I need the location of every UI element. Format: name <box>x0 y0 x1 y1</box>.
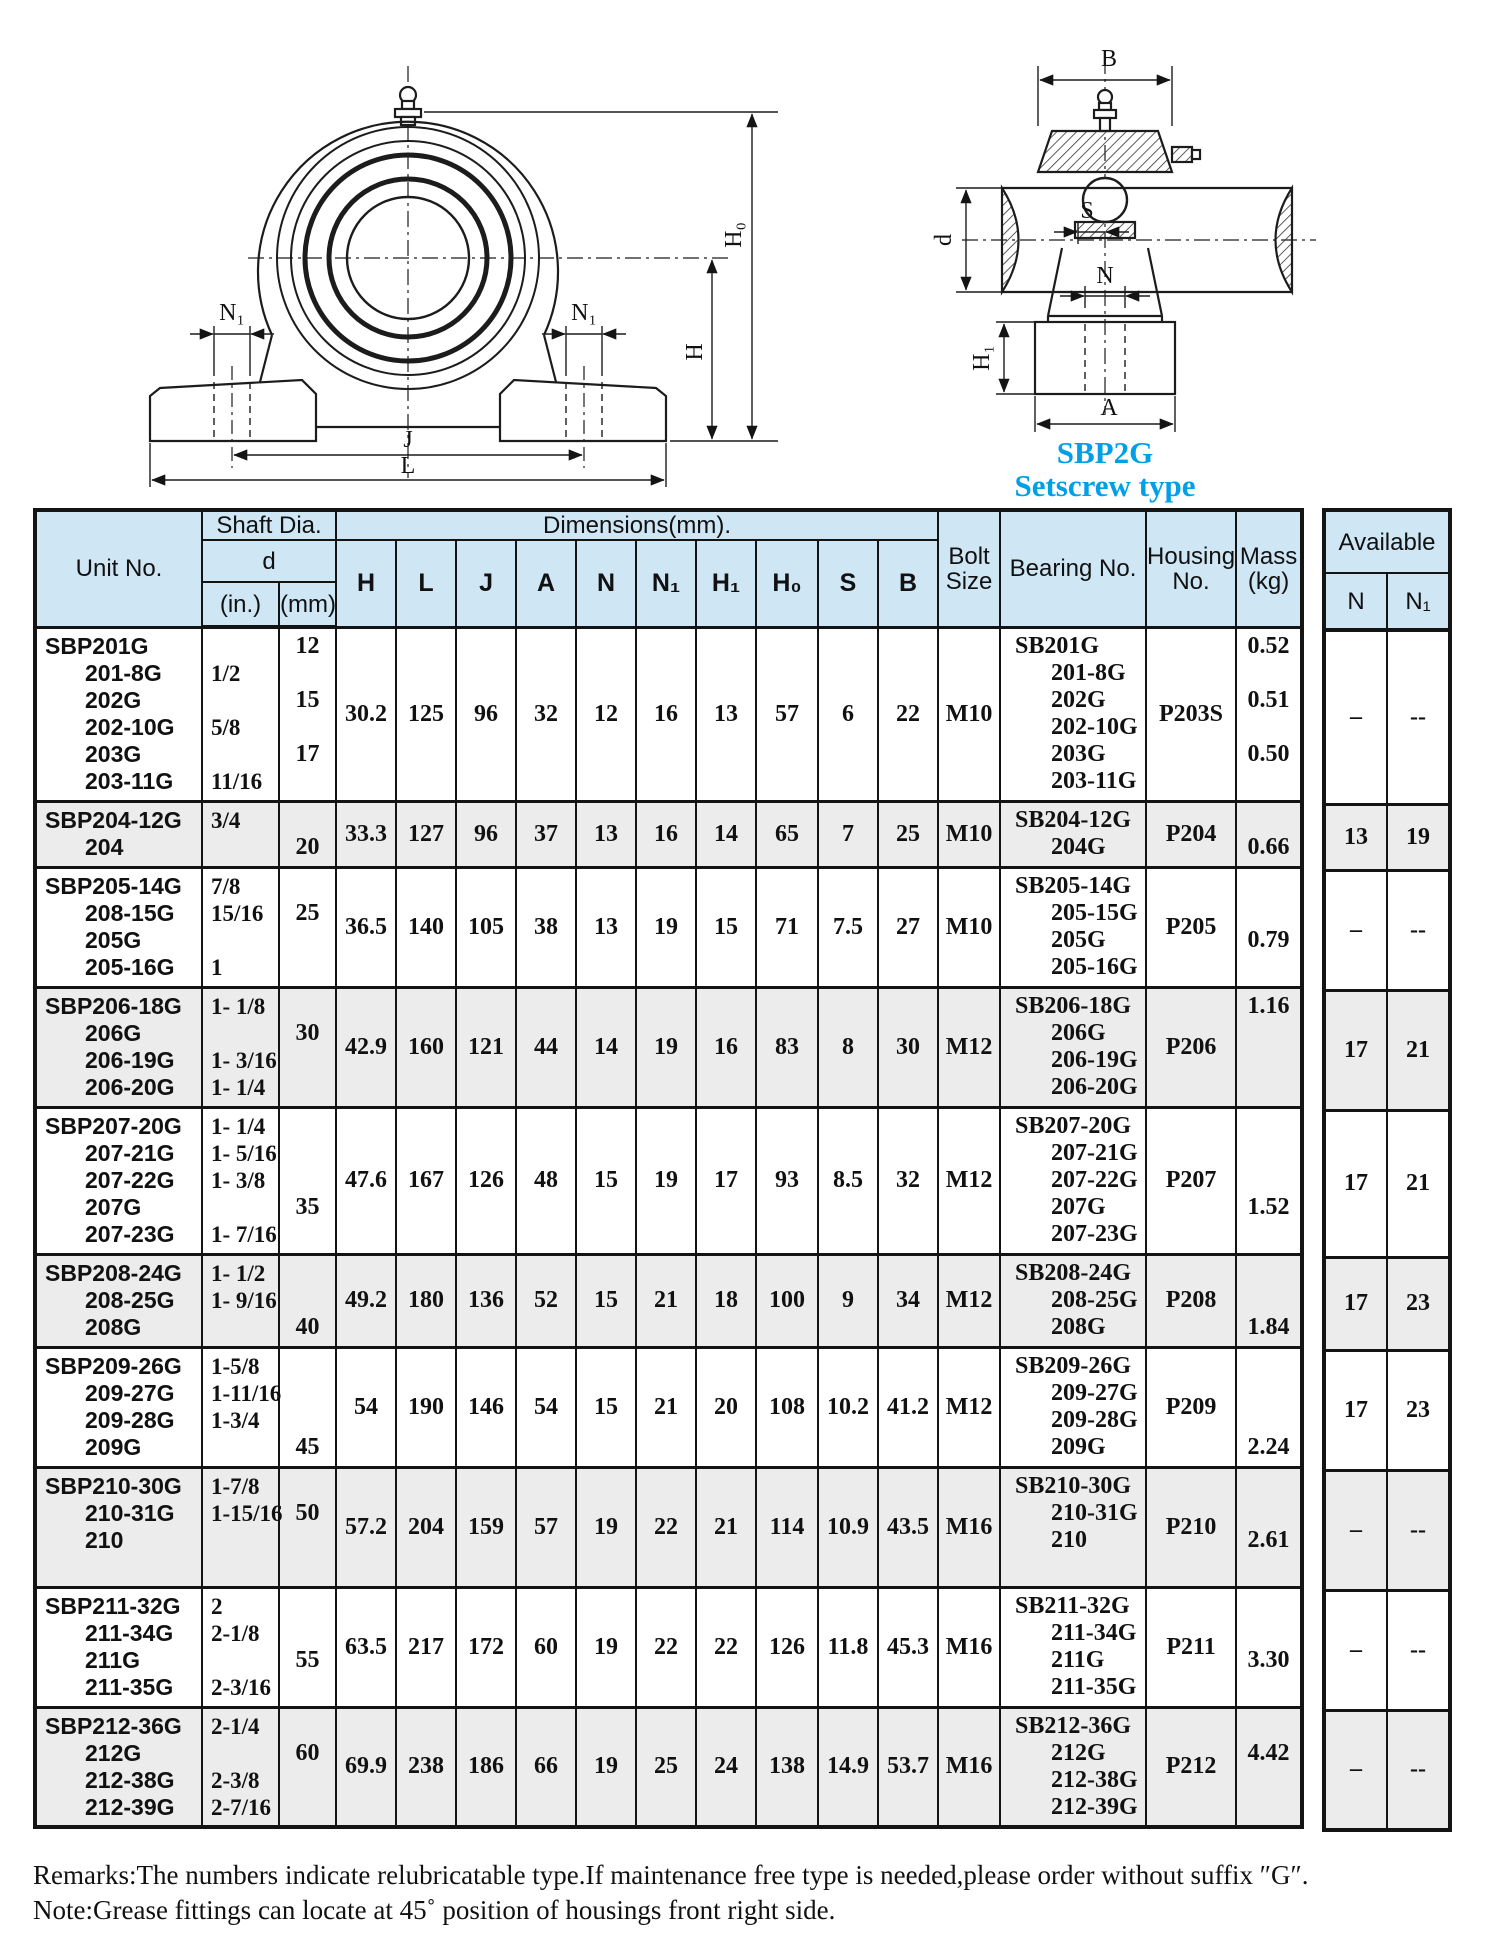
cell-dim-7: 100 <box>756 1254 818 1347</box>
cell-shaft-dia-in: 1- 1/2 1- 9/16 <box>202 1254 279 1347</box>
cell-mass: 4.42 <box>1236 1707 1302 1827</box>
cell-dim-2: 136 <box>456 1254 516 1347</box>
header-available-n: N <box>1324 573 1387 630</box>
cell-dim-1: 238 <box>396 1707 456 1827</box>
cell-bolt-size: M16 <box>938 1707 1000 1827</box>
cell-dim-4: 19 <box>576 1587 636 1707</box>
table-row <box>35 627 1302 801</box>
cell-mass: 1.52 <box>1236 1107 1302 1254</box>
main-table <box>33 508 1304 1829</box>
cell-dim-7: 126 <box>756 1587 818 1707</box>
cell-dim-1: 217 <box>396 1587 456 1707</box>
cell-dim-0: 49.2 <box>336 1254 396 1347</box>
table-row <box>35 1254 1302 1347</box>
cell-shaft-dia-mm: 25 <box>279 867 336 987</box>
cell-dim-9: 30 <box>878 987 938 1107</box>
cell-available-n: 17 <box>1324 1257 1387 1350</box>
grease-nipple-side <box>1094 90 1116 131</box>
table-row <box>35 1707 1302 1827</box>
cell-shaft-dia-mm: 20 <box>279 801 336 867</box>
side-view <box>931 46 1316 503</box>
dim-h1 <box>996 322 1035 394</box>
available-table <box>1322 508 1452 1832</box>
cell-housing-no: P209 <box>1146 1347 1236 1467</box>
cell-dim-6: 13 <box>696 627 756 801</box>
header-available: Available <box>1324 510 1450 573</box>
cell-dim-7: 93 <box>756 1107 818 1254</box>
header-dim-h1: H₁ <box>696 540 756 627</box>
cell-dim-9: 43.5 <box>878 1467 938 1587</box>
cell-dim-8: 8 <box>818 987 878 1107</box>
cell-shaft-dia-mm: 40 <box>279 1254 336 1347</box>
header-dim-n1: N₁ <box>636 540 696 627</box>
cell-mass: 3.30 <box>1236 1587 1302 1707</box>
label-l: L <box>400 453 416 479</box>
table-row <box>35 867 1302 987</box>
header-housing-no: Housing No. <box>1146 510 1236 627</box>
drawing-area <box>0 0 1497 505</box>
header-dim-s: S <box>818 540 878 627</box>
cell-dim-2: 121 <box>456 987 516 1107</box>
header-shaft-dia: Shaft Dia. <box>202 510 336 540</box>
cell-shaft-dia-in: 2 2-1/8 2-3/16 <box>202 1587 279 1707</box>
cell-housing-no: P204 <box>1146 801 1236 867</box>
cell-unit-no: SBP204-12G 204 <box>35 801 202 867</box>
cell-dim-0: 63.5 <box>336 1587 396 1707</box>
cell-dim-0: 30.2 <box>336 627 396 801</box>
cell-dim-8: 7 <box>818 801 878 867</box>
cell-dim-5: 19 <box>636 1107 696 1254</box>
cell-housing-no: P211 <box>1146 1587 1236 1707</box>
label-n1-right: N₁ <box>571 300 597 326</box>
front-view <box>150 66 778 487</box>
cell-available-n1: -- <box>1387 1710 1450 1830</box>
table-row <box>35 987 1302 1107</box>
cell-bolt-size: M16 <box>938 1467 1000 1587</box>
cell-unit-no: SBP205-14G 208-15G 205G 205-16G <box>35 867 202 987</box>
spec-table-zone <box>33 508 1452 1832</box>
cell-dim-1: 125 <box>396 627 456 801</box>
header-bolt-size: Bolt Size <box>938 510 1000 627</box>
cell-shaft-dia-in: 1/2 5/8 11/16 <box>202 627 279 801</box>
label-n: N <box>1096 263 1114 289</box>
header-unit-no: Unit No. <box>35 510 202 627</box>
label-j: J <box>403 427 413 453</box>
cell-shaft-dia-in: 1- 1/4 1- 5/16 1- 3/8 1- 7/16 <box>202 1107 279 1254</box>
cell-shaft-dia-in: 3/4 <box>202 801 279 867</box>
cell-dim-3: 66 <box>516 1707 576 1827</box>
cell-available-n: – <box>1324 870 1387 990</box>
available-row <box>1324 1350 1450 1470</box>
header-dim-h: H <box>336 540 396 627</box>
cell-dim-5: 21 <box>636 1254 696 1347</box>
cell-dim-2: 186 <box>456 1707 516 1827</box>
cell-dim-8: 10.9 <box>818 1467 878 1587</box>
available-row <box>1324 1710 1450 1830</box>
label-b: B <box>1100 46 1118 72</box>
cell-dim-4: 15 <box>576 1107 636 1254</box>
cell-dim-1: 190 <box>396 1347 456 1467</box>
cell-shaft-dia-mm: 50 <box>279 1467 336 1587</box>
avail-table-body <box>1324 630 1450 1830</box>
cell-bolt-size: M16 <box>938 1587 1000 1707</box>
grease-nipple-front <box>395 87 421 125</box>
cell-unit-no: SBP209-26G 209-27G 209-28G 209G <box>35 1347 202 1467</box>
cell-dim-3: 44 <box>516 987 576 1107</box>
cell-dim-9: 45.3 <box>878 1587 938 1707</box>
cell-available-n1: 23 <box>1387 1257 1450 1350</box>
cell-dim-8: 7.5 <box>818 867 878 987</box>
cell-dim-6: 15 <box>696 867 756 987</box>
label-d: d <box>931 234 957 246</box>
cell-shaft-dia-mm: 35 <box>279 1107 336 1254</box>
cell-dim-6: 17 <box>696 1107 756 1254</box>
cell-dim-8: 6 <box>818 627 878 801</box>
available-row <box>1324 1590 1450 1710</box>
cell-available-n: 17 <box>1324 990 1387 1110</box>
label-h: H <box>682 343 708 361</box>
header-dim-n: N <box>576 540 636 627</box>
label-n1-left: N₁ <box>219 300 245 326</box>
table-row <box>35 1347 1302 1467</box>
cell-housing-no: P206 <box>1146 987 1236 1107</box>
available-row <box>1324 804 1450 870</box>
cell-dim-4: 19 <box>576 1467 636 1587</box>
header-mm: (mm) <box>279 582 336 627</box>
cell-dim-4: 19 <box>576 1707 636 1827</box>
cell-dim-8: 8.5 <box>818 1107 878 1254</box>
header-available-n1: N₁ <box>1387 573 1450 630</box>
cell-housing-no: P208 <box>1146 1254 1236 1347</box>
cell-dim-0: 54 <box>336 1347 396 1467</box>
note-text: Note:Grease fittings can locate at 45˚ position of housings front right side. <box>33 1895 836 1925</box>
cell-shaft-dia-in: 1-7/8 1-15/16 <box>202 1467 279 1587</box>
cell-bolt-size: M12 <box>938 1254 1000 1347</box>
cell-mass: 0.66 <box>1236 801 1302 867</box>
cell-dim-1: 204 <box>396 1467 456 1587</box>
cell-available-n1: 21 <box>1387 1110 1450 1257</box>
cell-dim-2: 96 <box>456 627 516 801</box>
cell-available-n: – <box>1324 1710 1387 1830</box>
cell-dim-1: 140 <box>396 867 456 987</box>
cell-dim-6: 22 <box>696 1587 756 1707</box>
cell-available-n1: 23 <box>1387 1350 1450 1470</box>
cell-shaft-dia-mm: 60 <box>279 1707 336 1827</box>
cell-available-n: – <box>1324 1470 1387 1590</box>
cell-dim-6: 24 <box>696 1707 756 1827</box>
cell-bearing-no: SB210-30G 210-31G 210 <box>1000 1467 1146 1587</box>
cell-shaft-dia-mm: 30 <box>279 987 336 1107</box>
cell-housing-no: P212 <box>1146 1707 1236 1827</box>
header-d: d <box>202 540 336 582</box>
cell-mass: 1.84 <box>1236 1254 1302 1347</box>
cell-housing-no: P210 <box>1146 1467 1236 1587</box>
cell-dim-6: 16 <box>696 987 756 1107</box>
cell-bearing-no: SB201G 201-8G 202G 202-10G 203G 203-11G <box>1000 627 1146 801</box>
cell-mass: 2.61 <box>1236 1467 1302 1587</box>
cell-dim-1: 127 <box>396 801 456 867</box>
available-row <box>1324 630 1450 804</box>
cell-dim-7: 108 <box>756 1347 818 1467</box>
cell-bearing-no: SB209-26G 209-27G 209-28G 209G <box>1000 1347 1146 1467</box>
label-a: A <box>1100 395 1118 421</box>
available-row <box>1324 1257 1450 1350</box>
label-s: S <box>1080 198 1094 224</box>
cell-dim-3: 37 <box>516 801 576 867</box>
cell-dim-5: 21 <box>636 1347 696 1467</box>
cell-housing-no: P203S <box>1146 627 1236 801</box>
cell-dim-8: 9 <box>818 1254 878 1347</box>
cell-available-n1: 19 <box>1387 804 1450 870</box>
cell-available-n1: -- <box>1387 630 1450 804</box>
main-table-body <box>35 627 1302 1827</box>
cell-mass: 0.79 <box>1236 867 1302 987</box>
cell-dim-1: 180 <box>396 1254 456 1347</box>
cell-available-n: 17 <box>1324 1110 1387 1257</box>
cell-available-n1: -- <box>1387 1590 1450 1710</box>
cell-dim-5: 19 <box>636 987 696 1107</box>
cell-dim-4: 13 <box>576 867 636 987</box>
cell-dim-6: 18 <box>696 1254 756 1347</box>
available-row <box>1324 990 1450 1110</box>
cell-unit-no: SBP206-18G 206G 206-19G 206-20G <box>35 987 202 1107</box>
header-dim-l: L <box>396 540 456 627</box>
cell-housing-no: P205 <box>1146 867 1236 987</box>
cell-bearing-no: SB204-12G 204G <box>1000 801 1146 867</box>
cell-dim-3: 32 <box>516 627 576 801</box>
header-mass: Mass (kg) <box>1236 510 1302 627</box>
cell-bolt-size: M10 <box>938 867 1000 987</box>
cell-dim-2: 146 <box>456 1347 516 1467</box>
table-row <box>35 1107 1302 1254</box>
cell-dim-6: 20 <box>696 1347 756 1467</box>
cell-dim-6: 21 <box>696 1467 756 1587</box>
cell-dim-9: 22 <box>878 627 938 801</box>
cell-unit-no: SBP210-30G 210-31G 210 <box>35 1467 202 1587</box>
header-dim-b: B <box>878 540 938 627</box>
cell-dim-4: 15 <box>576 1347 636 1467</box>
cell-shaft-dia-in: 7/8 15/16 1 <box>202 867 279 987</box>
cell-shaft-dia-mm: 55 <box>279 1587 336 1707</box>
cell-dim-5: 22 <box>636 1467 696 1587</box>
table-row <box>35 1587 1302 1707</box>
cell-dim-5: 25 <box>636 1707 696 1827</box>
cell-unit-no: SBP208-24G 208-25G 208G <box>35 1254 202 1347</box>
cell-dim-4: 12 <box>576 627 636 801</box>
cell-dim-0: 42.9 <box>336 987 396 1107</box>
cell-bolt-size: M12 <box>938 987 1000 1107</box>
header-inch: (in.) <box>202 582 279 627</box>
header-dim-a: A <box>516 540 576 627</box>
cell-dim-9: 34 <box>878 1254 938 1347</box>
cell-dim-2: 96 <box>456 801 516 867</box>
cell-available-n: – <box>1324 1590 1387 1710</box>
cell-dim-7: 65 <box>756 801 818 867</box>
cell-bearing-no: SB206-18G 206G 206-19G 206-20G <box>1000 987 1146 1107</box>
cell-available-n: 13 <box>1324 804 1387 870</box>
cell-unit-no: SBP207-20G 207-21G 207-22G 207G 207-23G <box>35 1107 202 1254</box>
cell-bolt-size: M12 <box>938 1347 1000 1467</box>
cell-bolt-size: M10 <box>938 627 1000 801</box>
available-row <box>1324 870 1450 990</box>
remarks-block <box>33 1858 1473 1928</box>
cell-dim-4: 13 <box>576 801 636 867</box>
cell-available-n: – <box>1324 630 1387 804</box>
label-h1: H₁ <box>969 345 995 371</box>
cell-unit-no: SBP212-36G 212G 212-38G 212-39G <box>35 1707 202 1827</box>
cell-dim-9: 25 <box>878 801 938 867</box>
cell-dim-0: 69.9 <box>336 1707 396 1827</box>
cell-mass: 0.52 0.51 0.50 <box>1236 627 1302 801</box>
dim-h0 <box>424 112 778 439</box>
cell-housing-no: P207 <box>1146 1107 1236 1254</box>
cell-dim-7: 138 <box>756 1707 818 1827</box>
cell-shaft-dia-in: 1-5/8 1-11/16 1-3/4 <box>202 1347 279 1467</box>
available-row <box>1324 1470 1450 1590</box>
cell-bearing-no: SB207-20G 207-21G 207-22G 207G 207-23G <box>1000 1107 1146 1254</box>
cell-dim-2: 105 <box>456 867 516 987</box>
cell-dim-1: 167 <box>396 1107 456 1254</box>
cell-bearing-no: SB212-36G 212G 212-38G 212-39G <box>1000 1707 1146 1827</box>
cell-dim-9: 27 <box>878 867 938 987</box>
cell-bearing-no: SB211-32G 211-34G 211G 211-35G <box>1000 1587 1146 1707</box>
label-h0: H₀ <box>721 222 747 248</box>
cell-dim-2: 172 <box>456 1587 516 1707</box>
cell-dim-3: 52 <box>516 1254 576 1347</box>
cell-dim-4: 15 <box>576 1254 636 1347</box>
cell-dim-7: 114 <box>756 1467 818 1587</box>
caption-model: SBP2G <box>1056 435 1154 470</box>
cell-dim-5: 19 <box>636 867 696 987</box>
cell-bearing-no: SB205-14G 205-15G 205G 205-16G <box>1000 867 1146 987</box>
cell-unit-no: SBP211-32G 211-34G 211G 211-35G <box>35 1587 202 1707</box>
cell-bolt-size: M10 <box>938 801 1000 867</box>
cell-dim-0: 36.5 <box>336 867 396 987</box>
cell-dim-9: 41.2 <box>878 1347 938 1467</box>
cell-available-n1: -- <box>1387 870 1450 990</box>
cell-dim-5: 16 <box>636 627 696 801</box>
header-bearing-no: Bearing No. <box>1000 510 1146 627</box>
cell-dim-8: 14.9 <box>818 1707 878 1827</box>
remarks-text: Remarks:The numbers indicate relubricatable type.If maintenance free type is needed,please order without suffix ″G″. <box>33 1860 1309 1890</box>
cell-mass: 1.16 <box>1236 987 1302 1107</box>
cell-dim-9: 53.7 <box>878 1707 938 1827</box>
technical-drawings <box>0 0 1497 505</box>
cell-dim-5: 16 <box>636 801 696 867</box>
cell-shaft-dia-mm: 12 15 17 <box>279 627 336 801</box>
cell-dim-3: 54 <box>516 1347 576 1467</box>
cell-available-n: 17 <box>1324 1350 1387 1470</box>
cell-dim-3: 60 <box>516 1587 576 1707</box>
cell-available-n1: 21 <box>1387 990 1450 1110</box>
cell-bearing-no: SB208-24G 208-25G 208G <box>1000 1254 1146 1347</box>
cell-unit-no: SBP201G 201-8G 202G 202-10G 203G 203-11G <box>35 627 202 801</box>
header-dim-j: J <box>456 540 516 627</box>
cell-dim-3: 57 <box>516 1467 576 1587</box>
cell-dim-8: 10.2 <box>818 1347 878 1467</box>
cell-dim-3: 48 <box>516 1107 576 1254</box>
cell-dim-7: 57 <box>756 627 818 801</box>
cell-dim-2: 126 <box>456 1107 516 1254</box>
cell-shaft-dia-in: 1- 1/8 1- 3/16 1- 1/4 <box>202 987 279 1107</box>
type-caption <box>1014 435 1195 503</box>
available-row <box>1324 1110 1450 1257</box>
cell-dim-0: 33.3 <box>336 801 396 867</box>
header-dimensions: Dimensions(mm). <box>336 510 938 540</box>
cell-dim-2: 159 <box>456 1467 516 1587</box>
cell-dim-7: 71 <box>756 867 818 987</box>
cell-dim-6: 14 <box>696 801 756 867</box>
cell-dim-0: 57.2 <box>336 1467 396 1587</box>
cell-shaft-dia-mm: 45 <box>279 1347 336 1467</box>
cell-dim-0: 47.6 <box>336 1107 396 1254</box>
cell-dim-4: 14 <box>576 987 636 1107</box>
cell-mass: 2.24 <box>1236 1347 1302 1467</box>
cell-dim-9: 32 <box>878 1107 938 1254</box>
caption-type: Setscrew type <box>1014 468 1196 503</box>
cell-dim-1: 160 <box>396 987 456 1107</box>
header-dim-h0: H₀ <box>756 540 818 627</box>
cell-available-n1: -- <box>1387 1470 1450 1590</box>
cell-dim-3: 38 <box>516 867 576 987</box>
cell-bolt-size: M12 <box>938 1107 1000 1254</box>
table-row <box>35 801 1302 867</box>
cell-dim-8: 11.8 <box>818 1587 878 1707</box>
cell-dim-5: 22 <box>636 1587 696 1707</box>
cell-shaft-dia-in: 2-1/4 2-3/8 2-7/16 <box>202 1707 279 1827</box>
table-row <box>35 1467 1302 1587</box>
cell-dim-7: 83 <box>756 987 818 1107</box>
